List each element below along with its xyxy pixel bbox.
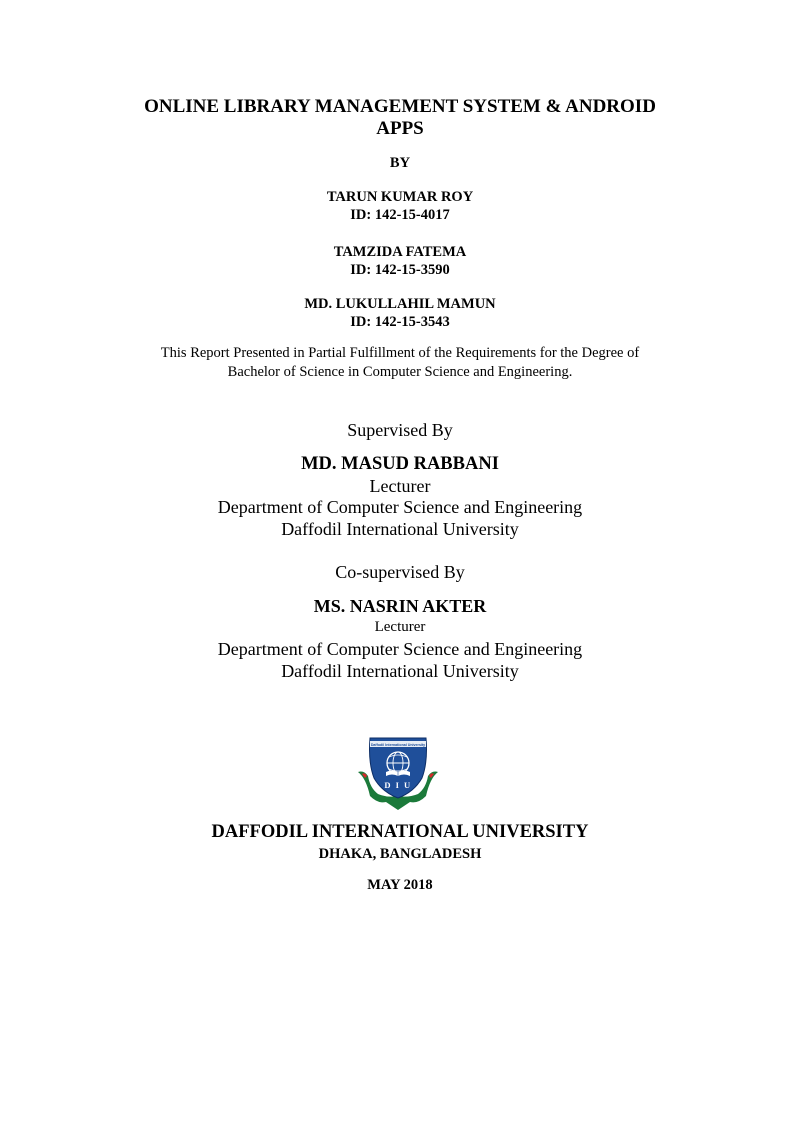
supervised-by-label: Supervised By [347,420,453,440]
author-1-name: TARUN KUMAR ROY [326,189,474,205]
by-label: BY [389,155,411,171]
author-3-name: MD. LUKULLAHIL MAMUN [304,296,496,312]
report-title-line-1: ONLINE LIBRARY MANAGEMENT SYSTEM & ANDROID [144,96,656,117]
statement-line-1: This Report Presented in Partial Fulfillment of the Requirements for the Degree of [160,345,640,361]
crest-banner-text: Daffodil International University [370,743,426,747]
diu-crest-logo [356,732,440,812]
footer-university: DAFFODIL INTERNATIONAL UNIVERSITY [211,822,589,842]
supervisor-name: MD. MASUD RABBANI [301,454,499,474]
author-2-name: TAMZIDA FATEMA [333,244,467,260]
co-supervised-by-label: Co-supervised By [335,562,465,582]
cosupervisor-name: MS. NASRIN AKTER [313,596,487,616]
supervisor-rank: Lecturer [369,476,431,496]
report-title-line-2: APPS [376,118,424,139]
author-2-id: ID: 142-15-3590 [350,262,450,278]
footer-date: MAY 2018 [367,877,433,893]
cosupervisor-department: Department of Computer Science and Engineering [217,639,583,659]
statement-line-2: Bachelor of Science in Computer Science and Engineering. [227,364,573,380]
cosupervisor-university: Daffodil International University [281,661,519,681]
author-1-id: ID: 142-15-4017 [350,207,450,223]
supervisor-department: Department of Computer Science and Engineering [217,497,583,517]
supervisor-university: Daffodil International University [281,519,519,539]
footer-location: DHAKA, BANGLADESH [318,846,482,862]
crest-letters: D I U [384,780,412,790]
author-3-id: ID: 142-15-3543 [350,314,450,330]
cosupervisor-rank: Lecturer [374,619,426,635]
